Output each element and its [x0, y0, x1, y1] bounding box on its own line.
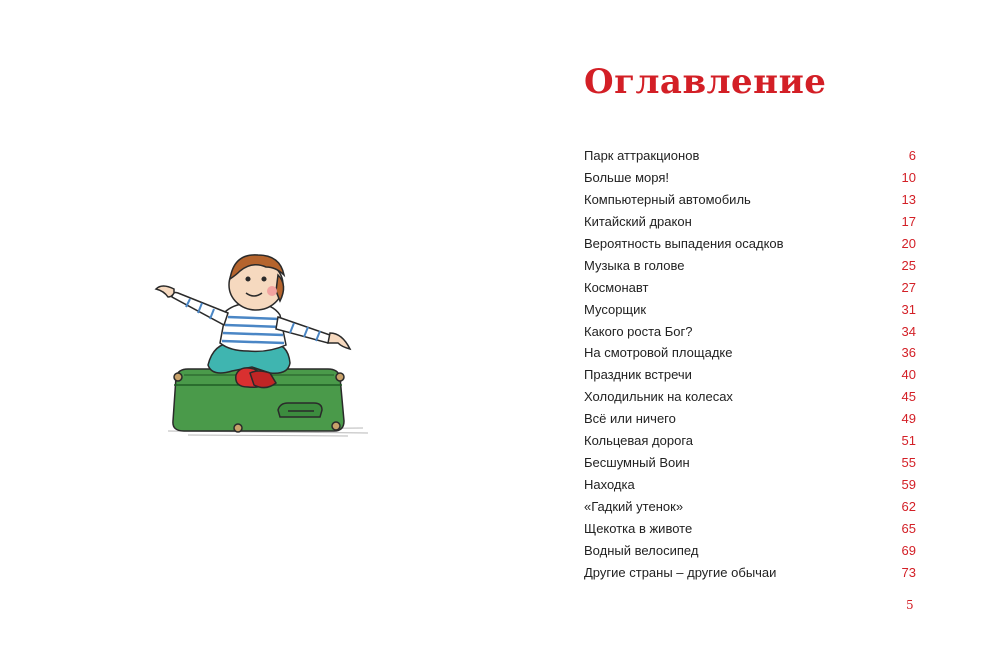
toc-entry-page: 65 — [901, 520, 916, 536]
toc-entry-title: Бесшумный Воин — [584, 455, 690, 471]
toc-entry-title: Водный велосипед — [584, 542, 699, 558]
toc-entry-title: Находка — [584, 477, 635, 493]
toc-entry-title: Праздник встречи — [584, 367, 692, 383]
toc-entry-page: 10 — [901, 169, 916, 185]
toc-entry-title: Какого роста Бог? — [584, 323, 693, 339]
toc-entry[interactable] — [584, 167, 916, 189]
toc-entry[interactable] — [584, 518, 916, 540]
toc-entry-page: 40 — [901, 367, 916, 383]
toc-entry[interactable] — [584, 277, 916, 299]
toc-entry-title: Другие страны – другие обычаи — [584, 564, 777, 580]
toc-entry-page: 45 — [901, 389, 916, 405]
toc-entry-page: 36 — [901, 345, 916, 361]
toc-entry-title: Щекотка в животе — [584, 520, 693, 536]
toc-entry-page: 25 — [901, 257, 916, 273]
toc-entry-page: 73 — [901, 564, 916, 580]
toc-entry-page: 49 — [901, 411, 916, 427]
toc-entry-title: Холодильник на колесах — [584, 389, 733, 405]
toc-entry[interactable] — [584, 496, 916, 518]
toc-entry-page: 51 — [901, 433, 916, 449]
toc-entry[interactable] — [584, 299, 916, 321]
toc-entry-title: Всё или ничего — [584, 411, 676, 427]
toc-entry[interactable] — [584, 255, 916, 277]
toc-list — [584, 145, 916, 584]
toc-title: Оглавление — [584, 62, 827, 102]
toc-entry-page: 55 — [901, 455, 916, 471]
toc-entry-title: Компьютерный автомобиль — [584, 191, 751, 207]
toc-entry-title: Вероятность выпадения осадков — [584, 235, 784, 251]
page-number: 5 — [906, 598, 914, 612]
toc-entry-page: 13 — [901, 191, 916, 207]
toc-entry[interactable] — [584, 540, 916, 562]
toc-entry[interactable] — [584, 342, 916, 364]
toc-entry[interactable] — [584, 321, 916, 343]
toc-entry-page: 27 — [901, 279, 916, 295]
toc-entry-page: 34 — [901, 323, 916, 339]
toc-entry-title: «Гадкий утенок» — [584, 499, 684, 514]
toc-entry-page: 20 — [901, 235, 916, 251]
table-of-contents — [584, 60, 916, 584]
toc-entry-title: Парк аттракционов — [584, 148, 700, 163]
head — [229, 255, 284, 310]
toc-entry-page: 17 — [901, 213, 916, 229]
toc-entry-title: Мусорщик — [584, 301, 647, 317]
toc-entry-title: Музыка в голове — [584, 257, 685, 273]
toc-entry[interactable] — [584, 474, 916, 496]
toc-entry-page: 59 — [901, 477, 916, 493]
toc-entry-title: Китайский дракон — [584, 213, 692, 229]
toc-entry[interactable] — [584, 233, 916, 255]
toc-entry-title: Кольцевая дорога — [584, 433, 694, 449]
toc-entry-title: На смотровой площадке — [584, 345, 733, 361]
toc-entry[interactable] — [584, 430, 916, 452]
toc-entry[interactable] — [584, 452, 916, 474]
toc-entry[interactable] — [584, 145, 916, 167]
toc-entry[interactable] — [584, 364, 916, 386]
toc-entry[interactable] — [584, 386, 916, 408]
boy-on-suitcase-illustration — [148, 245, 378, 440]
toc-entry-page: 69 — [901, 542, 916, 558]
toc-entry[interactable] — [584, 562, 916, 584]
toc-entry-page: 62 — [901, 499, 916, 514]
toc-entry-page: 6 — [908, 148, 916, 163]
toc-entry-title: Больше моря! — [584, 169, 670, 185]
toc-entry[interactable] — [584, 211, 916, 233]
toc-entry-title: Космонавт — [584, 279, 649, 295]
toc-entry[interactable] — [584, 408, 916, 430]
toc-entry-page: 31 — [901, 301, 916, 317]
toc-entry[interactable] — [584, 189, 916, 211]
